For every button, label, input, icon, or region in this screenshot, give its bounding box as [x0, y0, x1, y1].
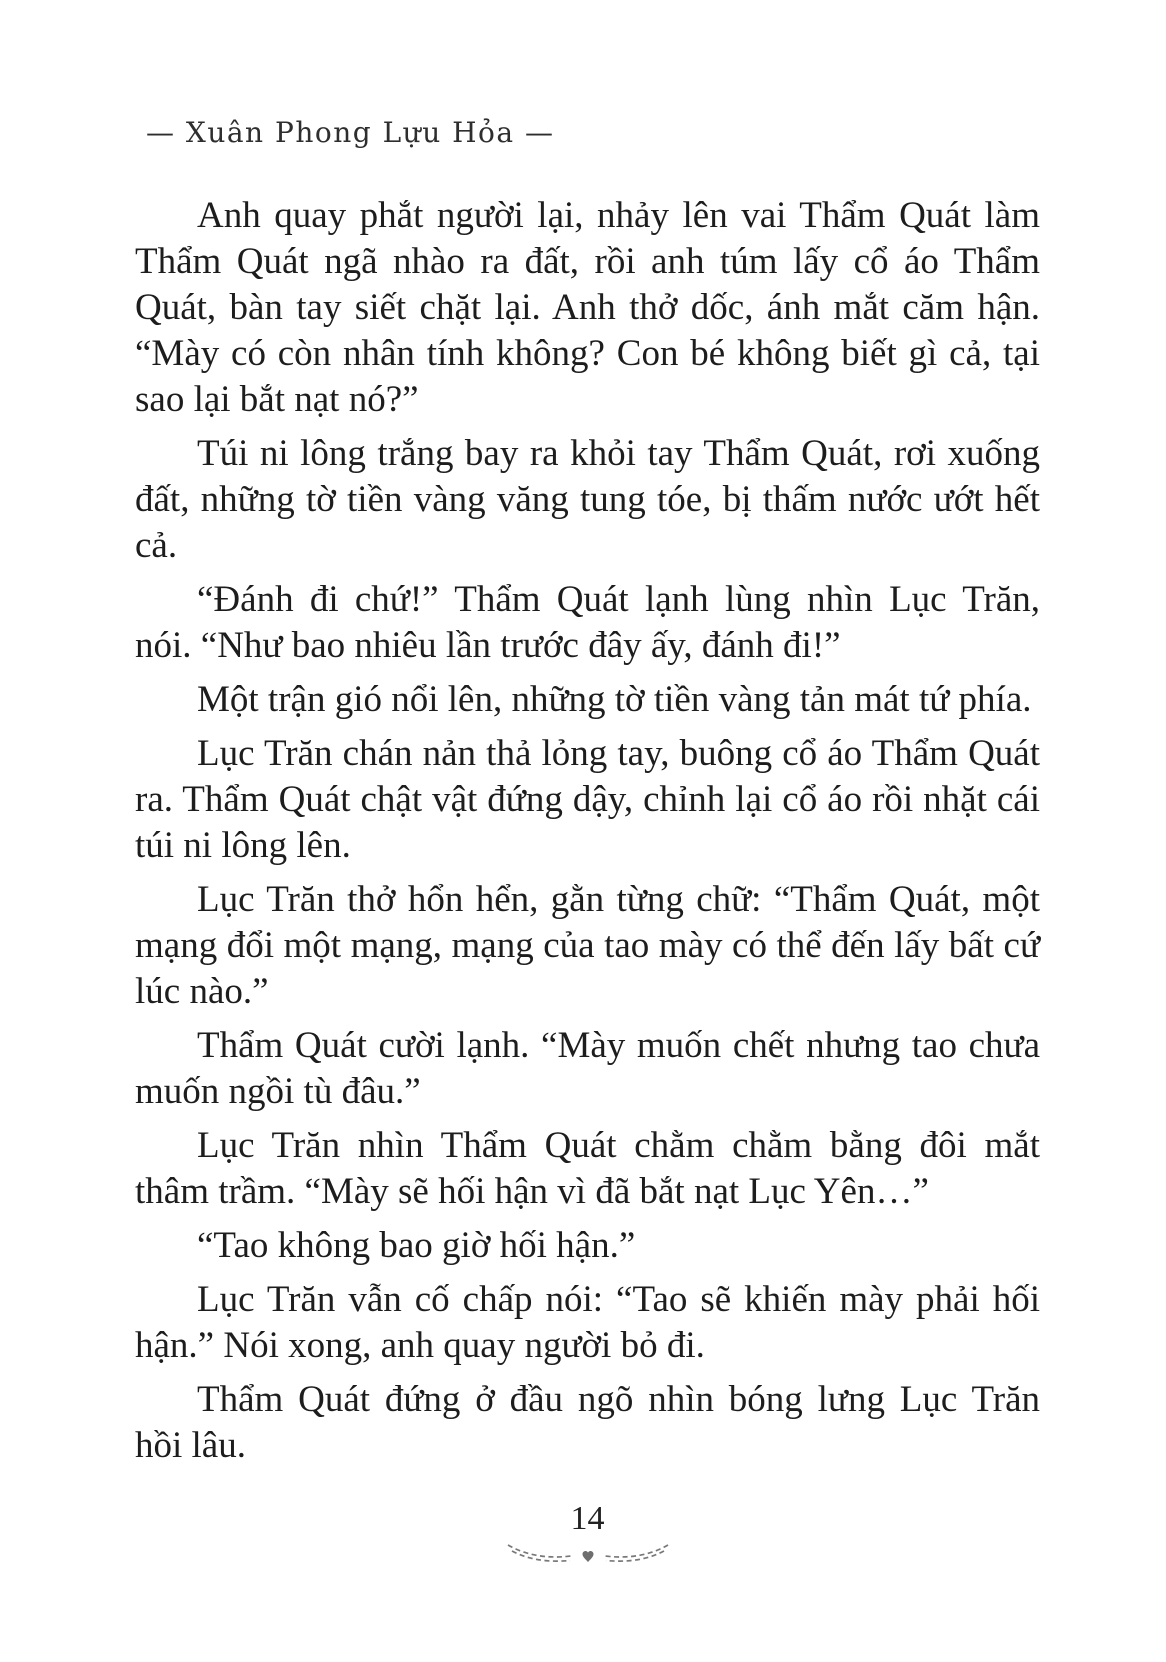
body-paragraph: Một trận gió nổi lên, những tờ tiền vàng tản mát tứ phía. [197, 679, 1032, 720]
body-paragraph: Túi ni lông trắng bay ra khỏi tay Thẩm Quát, rơi xuống đất, những tờ tiền vàng văng tung tóe, bị thấm nước ướt hết cả. [135, 433, 1040, 566]
body-paragraph: Thẩm Quát đứng ở đầu ngõ nhìn bóng lưng Lục Trăn hồi lâu. [135, 1379, 1040, 1466]
body-paragraph: Lục Trăn thở hổn hển, gằn từng chữ: “Thẩm Quát, một mạng đổi một mạng, mạng của tao mày có thể đến lấy bất cứ lúc nào.” [135, 879, 1040, 1012]
flourish-left-wing [508, 1545, 571, 1561]
running-header: — Xuân Phong Lựu Hỏa — [146, 116, 555, 149]
body-paragraph: Lục Trăn nhìn Thẩm Quát chằm chằm bằng đôi mắt thâm trầm. “Mày sẽ hối hận vì đã bắt nạt Lục Yên…” [135, 1125, 1040, 1212]
body-paragraph: Lục Trăn vẫn cố chấp nói: “Tao sẽ khiến mày phải hối hận.” Nói xong, anh quay người bỏ đi. [135, 1279, 1040, 1366]
body-paragraph: Thẩm Quát cười lạnh. “Mày muốn chết nhưng tao chưa muốn ngồi tù đâu.” [135, 1025, 1040, 1112]
heart-icon [582, 1551, 593, 1562]
body-paragraph: “Tao không bao giờ hối hận.” [197, 1225, 636, 1266]
page-footer [135, 1502, 1040, 1566]
body-paragraph: Anh quay phắt người lại, nhảy lên vai Thẩm Quát làm Thẩm Quát ngã nhào ra đất, rồi anh túm lấy cổ áo Thẩm Quát, bàn tay siết chặt lại. Anh thở dốc, ánh mắt căm hận. “Mày có còn nhân tính không? Con bé không biết gì cả, tại sao lại bắt nạt nó?” [135, 195, 1040, 420]
page-number: 14 [570, 1500, 605, 1537]
flourish-graphic [503, 1542, 673, 1566]
body-paragraph: “Đánh đi chứ!” Thẩm Quát lạnh lùng nhìn Lục Trăn, nói. “Như bao nhiêu lần trước đây ấy, đánh đi!” [135, 579, 1040, 666]
footer-flourish [135, 1542, 1040, 1566]
body-paragraph: Lục Trăn chán nản thả lỏng tay, buông cổ áo Thẩm Quát ra. Thẩm Quát chật vật đứng dậy, chỉnh lại cổ áo rồi nhặt cái túi ni lông lên. [135, 733, 1040, 866]
flourish-right-wing [605, 1545, 668, 1561]
body-text [135, 193, 1040, 1477]
